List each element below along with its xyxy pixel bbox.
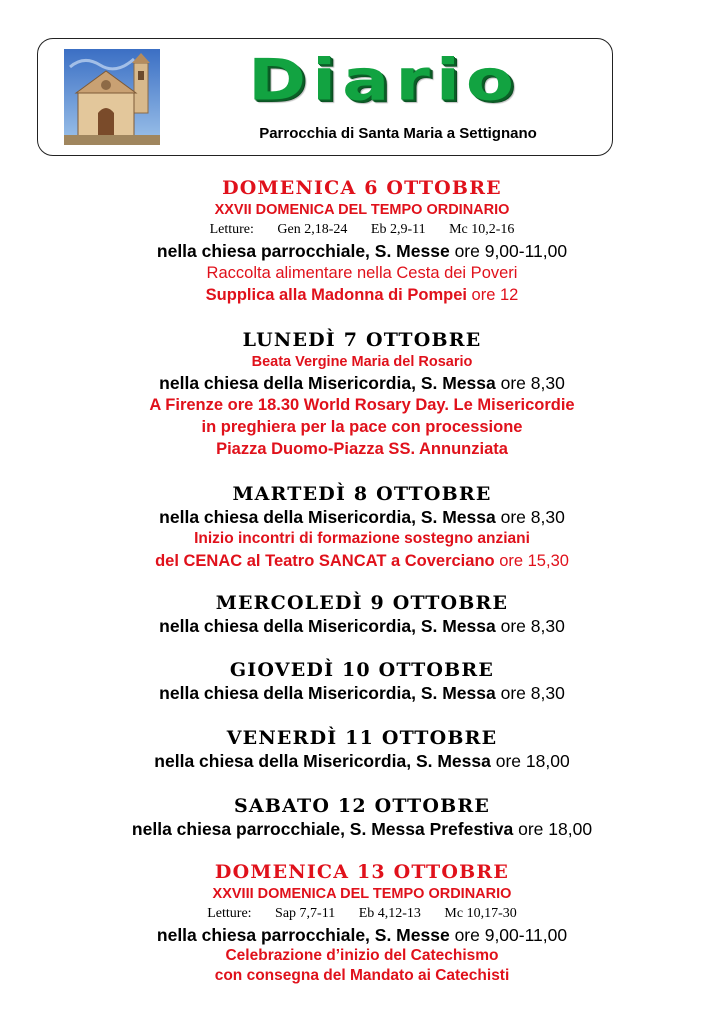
liturgical-subtitle: Beata Vergine Maria del Rosario <box>251 354 473 370</box>
mass-place: nella chiesa della Misericordia, S. Messa <box>159 683 496 703</box>
supplica-line <box>0 284 724 306</box>
note-line <box>0 550 724 572</box>
mass-place: nella chiesa della Misericordia, S. Messa <box>159 373 496 393</box>
mass-place: nella chiesa parrocchiale, S. Messe <box>156 925 450 945</box>
day-section <box>0 176 724 306</box>
mass-time: ore 8,30 <box>500 507 565 527</box>
day-heading: VENERDÌ 11 OTTOBRE <box>226 727 498 749</box>
day-section <box>0 328 724 460</box>
mass-time: ore 18,00 <box>495 751 570 771</box>
diario-title: Diario <box>248 46 520 114</box>
day-section <box>0 726 724 772</box>
liturgical-subtitle: XXVIII DOMENICA DEL TEMPO ORDINARIO <box>212 886 512 902</box>
supplica-time: ore 12 <box>471 286 519 304</box>
note-text: del CENAC al Teatro SANCAT a Coverciano <box>155 552 495 570</box>
day-heading: MARTEDÌ 8 OTTOBRE <box>232 483 492 505</box>
note-line: con consegna del Mandato ai Catechisti <box>214 967 510 984</box>
mass-time: ore 8,30 <box>500 616 565 636</box>
day-heading: DOMENICA 6 OTTOBRE <box>222 177 502 199</box>
mass-line <box>0 682 724 704</box>
day-heading: SABATO 12 OTTOBRE <box>233 795 491 817</box>
day-section <box>0 794 724 840</box>
note-line: Piazza Duomo-Piazza SS. Annunziata <box>216 440 508 458</box>
parish-name: Parrocchia di Santa Maria a Settignano <box>259 125 537 142</box>
note-line: Celebrazione d’inizio del Catechismo <box>225 947 499 964</box>
day-section <box>0 591 724 637</box>
readings-line <box>0 220 724 240</box>
mass-time: ore 8,30 <box>500 683 565 703</box>
mass-line <box>0 615 724 637</box>
note-line: Inizio incontri di formazione sostegno anziani <box>194 530 530 547</box>
liturgical-subtitle: XXVII DOMENICA DEL TEMPO ORDINARIO <box>214 202 510 218</box>
mass-time: ore 9,00-11,00 <box>454 241 568 261</box>
note-line: Raccolta alimentare nella Cesta dei Poveri <box>206 264 518 282</box>
reading: Eb 4,12-13 <box>358 906 421 921</box>
day-section <box>0 482 724 572</box>
note-line: A Firenze ore 18.30 World Rosary Day. Le Misericordie <box>149 396 575 414</box>
mass-line <box>0 372 724 394</box>
mass-time: ore 18,00 <box>518 819 593 839</box>
day-section <box>0 860 724 986</box>
mass-place: nella chiesa della Misericordia, S. Messa <box>159 616 496 636</box>
reading: Mc 10,2-16 <box>449 222 515 237</box>
mass-place: nella chiesa della Misericordia, S. Messa <box>159 507 496 527</box>
readings-label: Letture: <box>207 906 252 921</box>
mass-line <box>0 240 724 262</box>
readings-line <box>0 904 724 924</box>
reading: Gen 2,18-24 <box>277 222 348 237</box>
mass-line <box>0 818 724 840</box>
reading: Mc 10,17-30 <box>444 906 517 921</box>
mass-place: nella chiesa della Misericordia, S. Messa <box>154 751 491 771</box>
supplica-text: Supplica alla Madonna di Pompei <box>205 286 467 304</box>
mass-place: nella chiesa parrocchiale, S. Messa Prefestiva <box>131 819 514 839</box>
mass-time: ore 9,00-11,00 <box>454 925 568 945</box>
note-line: in preghiera per la pace con processione <box>201 418 523 436</box>
mass-place: nella chiesa parrocchiale, S. Messe <box>156 241 450 261</box>
reading: Sap 7,7-11 <box>275 906 336 921</box>
day-heading: DOMENICA 13 OTTOBRE <box>214 861 510 883</box>
day-heading: MERCOLEDÌ 9 OTTOBRE <box>215 592 509 614</box>
day-section <box>0 658 724 704</box>
header-box <box>37 38 613 156</box>
mass-time: ore 8,30 <box>500 373 565 393</box>
reading: Eb 2,9-11 <box>370 222 426 237</box>
day-heading: LUNEDÌ 7 OTTOBRE <box>242 329 482 351</box>
church-painting-image <box>64 49 160 145</box>
day-heading: GIOVEDÌ 10 OTTOBRE <box>229 659 495 681</box>
note-time: ore 15,30 <box>499 552 569 570</box>
mass-line <box>0 924 724 946</box>
mass-line <box>0 506 724 528</box>
readings-label: Letture: <box>209 222 254 237</box>
mass-line <box>0 750 724 772</box>
